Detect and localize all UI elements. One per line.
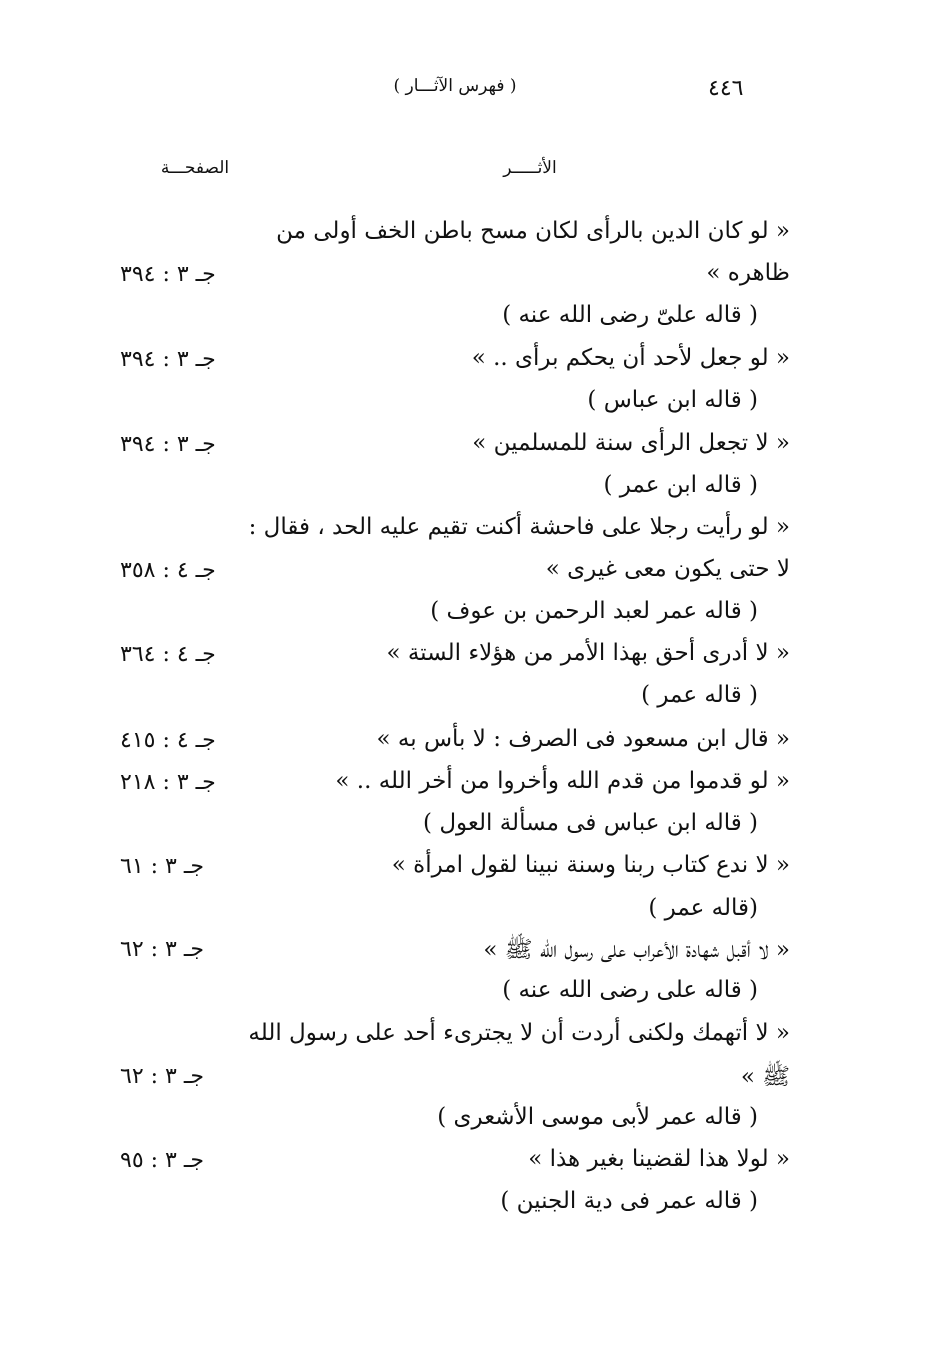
column-header-athar: الأثـــــر [503,158,557,178]
page-number: ٤٤٦ [708,76,744,101]
athar-text-line: « لا تجعل الرأى سنة للمسلمين » [472,430,790,456]
athar-text-line: « لو جعل لأحد أن يحكم برأى .. » [471,345,790,371]
athar-text-line: لا حتى يكون معى غيرى » [545,556,790,582]
attribution-line: ( قاله عمر ) [641,682,758,708]
page-reference: جـ ٣ : ٩٥ [120,1148,204,1173]
athar-text-line: « لولا هذا لقضينا بغير هذا » [528,1146,790,1172]
page-reference: جـ ٤ : ٤١٥ [120,728,216,753]
column-header-page: الصفحـــة [160,158,230,178]
page-reference: جـ ٤ : ٣٥٨ [120,558,216,583]
attribution-line: ( قاله عمر لعبد الرحمن بن عوف ) [430,598,758,624]
page-reference: جـ ٣ : ٢١٨ [120,770,216,795]
attribution-line: ( قاله عمر فى دية الجنين ) [500,1188,758,1214]
running-title: ( فهرس الآثـــار ) [393,76,517,96]
athar-text-line: « لا أدرى أحق بهذا الأمر من هؤلاء الستة » [386,640,790,666]
attribution-line: ( قاله ابن عباس فى مسألة العول ) [423,810,758,836]
attribution-line: ( قاله ابن عمر ) [603,472,758,498]
attribution-line: ( قاله ابن عباس ) [587,387,758,413]
athar-text-line: « لو قدموا من قدم الله وأخروا من أخر الله .. » [335,768,790,794]
athar-text-line: « لو رأيت رجلا على فاحشة أكنت تقيم عليه الحد ، فقال : [248,514,790,540]
page-reference: جـ ٣ : ٦٢ [120,937,204,962]
athar-text-line: « لو كان الدين بالرأى لكان مسح باطن الخف أولى من [276,218,790,244]
page-reference: جـ ٣ : ٣٩٤ [120,432,216,457]
athar-text-line: « قال ابن مسعود فى الصرف : لا بأس به » [376,726,790,752]
attribution-line: ( قاله عمر لأبى موسى الأشعرى ) [437,1104,758,1130]
athar-text-line: « لا أتهمك ولكنى أردت أن لا يجترىء أحد على رسول الله [248,1020,790,1046]
attribution-line: ( قاله علىّ رضى الله عنه ) [502,302,758,328]
page-reference: جـ ٣ : ٦٢ [120,1064,204,1089]
attribution-line: ( قاله على رضى الله عنه ) [502,977,758,1003]
page-reference: جـ ٤ : ٣٦٤ [120,642,216,667]
athar-text-line: ﷺ » [740,1064,790,1090]
athar-text-line: « لا أقبل شهادة الأعراب على رسول الله ﷺ » [483,937,790,963]
page-reference: جـ ٣ : ٣٩٤ [120,347,216,372]
attribution-line: (قاله عمر ) [648,895,758,921]
page-reference: جـ ٣ : ٦١ [120,854,204,879]
athar-text-line: « لا ندع كتاب ربنا وسنة نبينا لقول امرأة » [391,852,790,878]
athar-text-line: ظاهره » [706,260,790,286]
page-reference: جـ ٣ : ٣٩٤ [120,262,216,287]
